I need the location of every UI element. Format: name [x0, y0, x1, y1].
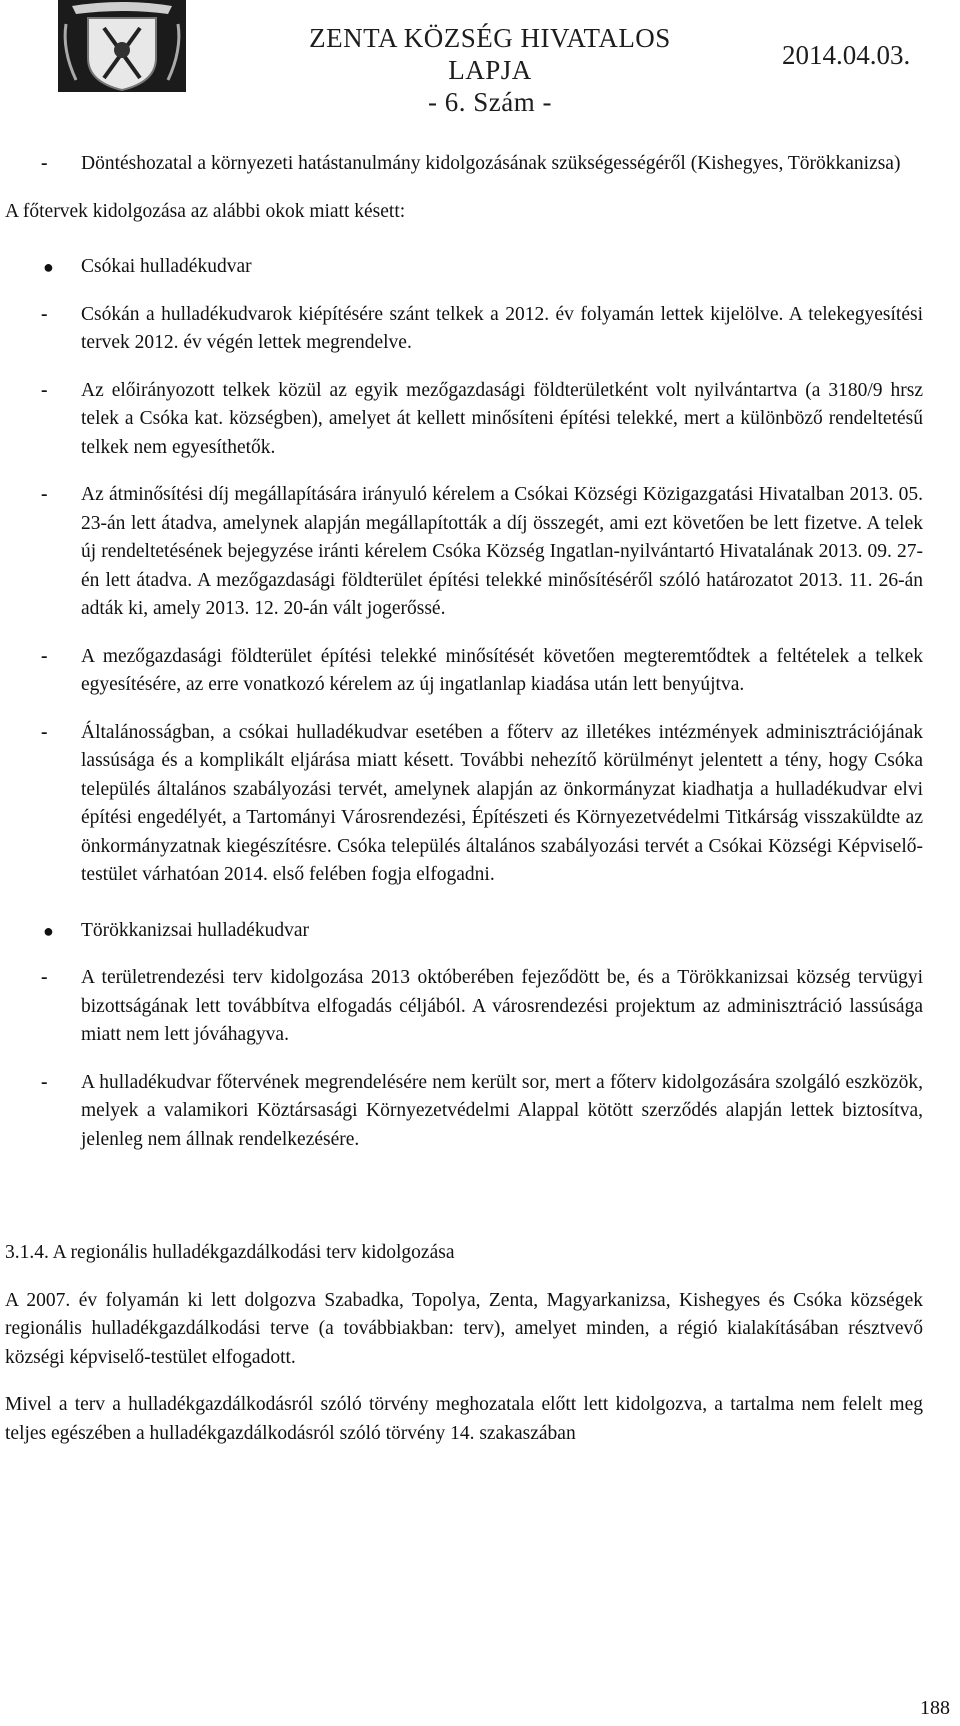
list-item-text: Általánosságban, a csókai hulladékudvar esetében a főterv az illetékes intézmények adminisztrációjának lassúsága és a komplikált eljárása miatt késett. További nehezítő körülményt jelentett a tény, hogy Csóka település általános szabályozási tervét, amelynek alapján az önkormányzat kiadhatja a hulladékudvar elvi építési engedélyét, a Tartományi Városrendezési, Építészeti és Környezetvédelmi Titkárság visszaküldte az önkormányzatnak kiegészítésre. Csóka település általános szabályozási tervét a Csókai Községi Képviselő-testület várhatóan 2014. első felében fogja elfogadni. [81, 721, 923, 885]
page-number: 188 [920, 1697, 950, 1719]
list-item-text: Az átminősítési díj megállapítására irányuló kérelem a Csókai Községi Közigazgatási Hivatalban 2013. 05. 23-án lett átadva, amelynek alapján megállapították a díj összegét, ami ezt követően be lett fizetve. A telek új rendeltetésének bejegyzése iránti kérelem Csóka Község Ingatlan-nyilvántartó Hivatalának 2013. 09. 27-én lett átadva. A mezőgazdasági földterület építési telekké minősítéséről szóló határozatot 2013. 11. 26-án adták ki, amely 2013. 12. 20-án vált jogerőssé. [81, 484, 923, 619]
bullet-icon: ● [43, 257, 54, 277]
dash-marker: - [41, 967, 48, 988]
dash-marker: - [41, 153, 48, 174]
dash-marker: - [41, 1071, 48, 1093]
dash-marker: - [41, 379, 48, 401]
journal-name: ZENTA KÖZSÉG HIVATALOS LAPJA [309, 23, 671, 85]
section-heading: 3.1.4. A regionális hulladékgazdálkodási terv kidolgozása [5, 1242, 455, 1263]
bullet-item [5, 917, 923, 946]
dash-marker: - [41, 484, 48, 505]
dash-marker: - [41, 645, 48, 667]
list-item [5, 1069, 923, 1155]
list-item-text: A hulladékudvar főtervének megrendelésére nem került sor, mert a főterv kidolgozására szolgáló eszközök, melyek a valamikori Köztársasági Környezetvédelmi Alappal kötött szerződés alapján lettek biztosítva, jelenleg nem állnak rendelkezésére. [81, 1071, 923, 1150]
coat-of-arms-icon [58, 0, 186, 92]
bullet-text: Csókai hulladékudvar [81, 256, 252, 277]
list-item-text: Döntéshozatal a környezeti hatástanulmány kidolgozásának szükségességéről (Kishegyes, Törökkanizsa) [81, 153, 901, 174]
bullet-item [5, 253, 923, 282]
intro-paragraph: A főtervek kidolgozása az alábbi okok miatt késett: [5, 200, 406, 222]
paragraph: Mivel a terv a hulladékgazdálkodásról szóló törvény meghozatala előtt lett kidolgozva, a tartalma nem felelt meg teljes egészében a hulladékgazdálkodásról szóló törvény 14. szakaszában [5, 1394, 923, 1444]
issue-date: 2014.04.03. [782, 40, 911, 70]
bullet-text: Törökkanizsai hulladékudvar [81, 919, 309, 941]
list-item [5, 377, 923, 463]
list-item-text: A területrendezési terv kidolgozása 2013 októberében fejeződött be, és a Törökkanizsai község tervügyi bizottságának lett továbbítva elfogadás céljából. A városrendezési projektum az adminisztráció lassúsága miatt nem lett jóváhagyva. [81, 967, 923, 1045]
list-item [5, 964, 923, 1050]
list-item [5, 719, 923, 890]
document-body [5, 150, 923, 1448]
list-item [5, 150, 923, 179]
dash-marker: - [41, 721, 48, 743]
dash-marker: - [41, 303, 48, 325]
list-item-text: A mezőgazdasági földterület építési telekké minősítését követően megteremtődtek a feltételek a telkek egyesítésére, az erre vonatkozó kérelem az új ingatlanlap kiadása után lett benyújtva. [81, 645, 923, 695]
page-header [0, 0, 960, 117]
bullet-icon: ● [43, 920, 54, 941]
list-item [5, 301, 923, 358]
journal-title [270, 22, 710, 118]
list-item-text: Csókán a hulladékudvarok kiépítésére szánt telkek a 2012. év folyamán lettek kijelölve. A telekegyesítési tervek 2012. év végén lettek megrendelve. [81, 303, 923, 353]
list-item [5, 481, 923, 624]
paragraph: A 2007. év folyamán ki lett dolgozva Szabadka, Topolya, Zenta, Magyarkanizsa, Kishegyes és Csóka községek regionális hulladékgazdálkodási terve (a továbbiakban: terv), amelyet minden, a régió kialakításában résztvevő községi képviselő-testület elfogadott. [5, 1289, 923, 1368]
issue-number: - 6. Szám - [428, 87, 552, 117]
list-item [5, 643, 923, 700]
list-item-text: Az előirányozott telkek közül az egyik mezőgazdasági földterületként volt nyilvántartva (a 3180/9 hrsz telek a Csóka kat. községben), amelyet át kellett minősíteni építési telekké, mert a különböző rendeltetésű telkek nem egyesíthetők. [81, 379, 923, 458]
